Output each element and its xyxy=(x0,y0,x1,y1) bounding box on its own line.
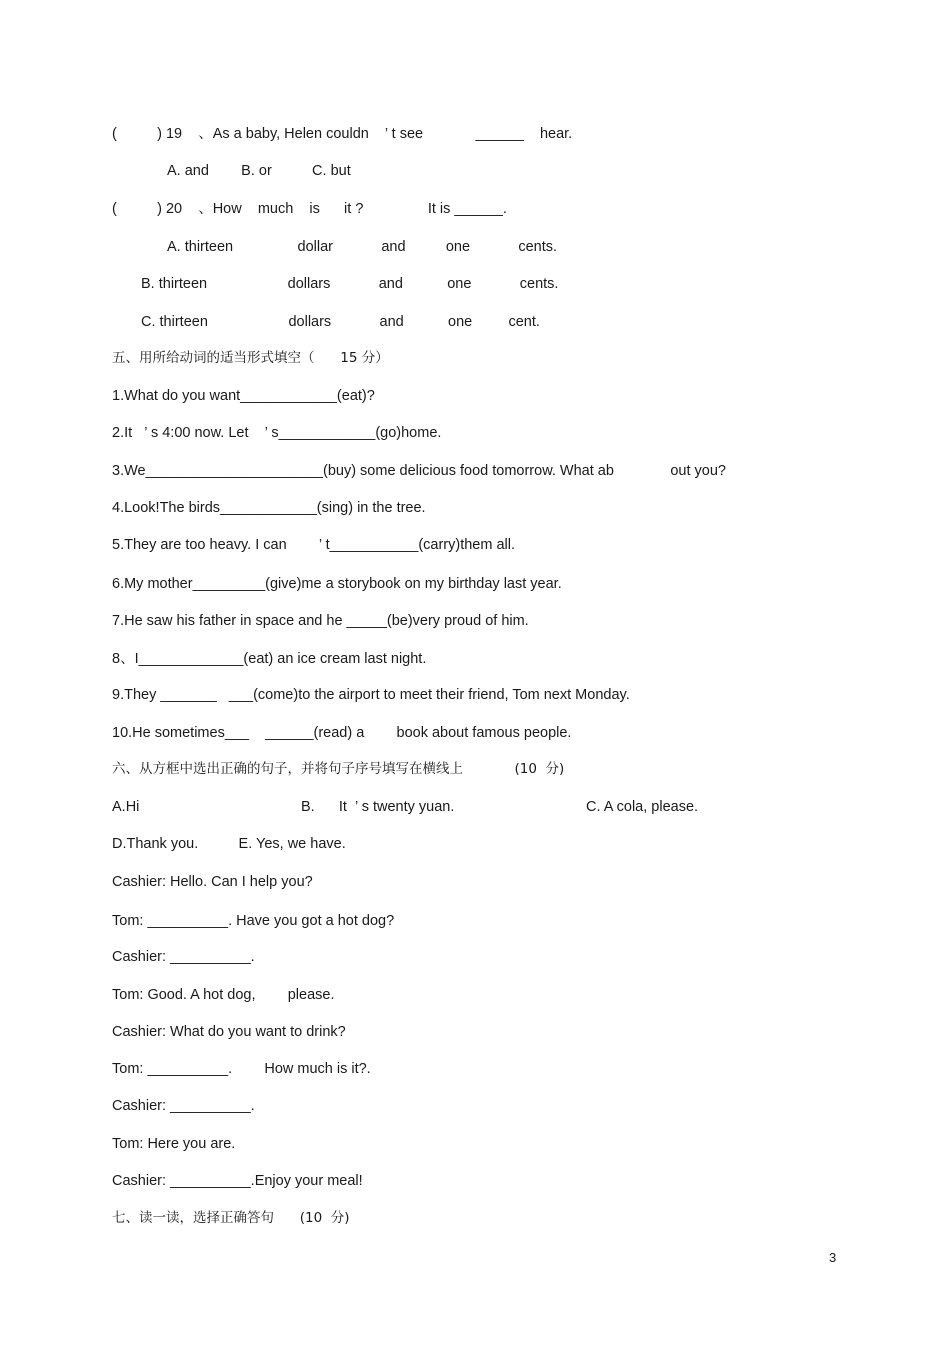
dialogue-line: Cashier: Hello. Can I help you? xyxy=(112,874,313,890)
dialogue-line: Tom: __________. Have you got a hot dog? xyxy=(112,913,395,929)
question-19-line: ( ) 19 、As a baby, Helen couldn ’ t see ______ hear. xyxy=(112,126,573,142)
dialogue-line: Cashier: __________.Enjoy your meal! xyxy=(112,1173,363,1189)
dialogue-line: Tom: Good. A hot dog, please. xyxy=(112,987,335,1003)
section-5-item: 1.What do you want____________(eat)? xyxy=(112,388,375,404)
dialogue-line: Cashier: What do you want to drink? xyxy=(112,1024,346,1040)
dialogue-line: Cashier: __________. xyxy=(112,1098,255,1114)
page-number: 3 xyxy=(829,1250,837,1265)
choice-a: A.Hi xyxy=(112,799,140,815)
dialogue-line: Tom: Here you are. xyxy=(112,1136,236,1152)
section-5-title: 五、用所给动词的适当形式填空（ 15 分） xyxy=(112,350,389,366)
choice-c: C. A cola, please. xyxy=(586,799,699,815)
section-5-item: 6.My mother_________(give)me a storybook on my birthday last year. xyxy=(112,576,562,592)
section-7-title: 七、读一读，选择正确答句 (10 分) xyxy=(112,1210,350,1226)
dialogue-line: Tom: __________. How much is it?. xyxy=(112,1061,371,1077)
section-5-item: 10.He sometimes___ ______(read) a book about famous people. xyxy=(112,725,572,741)
question-20-line: ( ) 20 、How much is it ? It is ______. xyxy=(112,201,507,217)
section-5-item: 4.Look!The birds____________(sing) in the tree. xyxy=(112,500,426,516)
question-20-option-b: B. thirteen dollars and one cents. xyxy=(141,276,559,292)
dialogue-line: Cashier: __________. xyxy=(112,949,255,965)
section-5-item: 8、I_____________(eat) an ice cream last night. xyxy=(112,651,427,667)
choice-b: B. It ’ s twenty yuan. xyxy=(301,799,455,815)
question-20-option-a: A. thirteen dollar and one cents. xyxy=(167,239,558,255)
section-5-item: 2.It ’ s 4:00 now. Let ’ s____________(go)home. xyxy=(112,425,442,441)
question-19-options: A. and B. or C. but xyxy=(167,163,351,179)
section-6-title: 六、从方框中选出正确的句子，并将句子序号填写在横线上 (10 分) xyxy=(112,761,565,777)
question-20-option-c: C. thirteen dollars and one cent. xyxy=(141,314,540,330)
section-5-item: 3.We______________________(buy) some delicious food tomorrow. What ab out you? xyxy=(112,463,726,479)
choices-d-e: D.Thank you. E. Yes, we have. xyxy=(112,836,346,852)
section-5-item: 7.He saw his father in space and he _____(be)very proud of him. xyxy=(112,613,529,629)
section-5-item: 9.They _______ ___(come)to the airport to meet their friend, Tom next Monday. xyxy=(112,687,630,703)
section-5-item: 5.They are too heavy. I can ’ t___________(carry)them all. xyxy=(112,537,515,553)
